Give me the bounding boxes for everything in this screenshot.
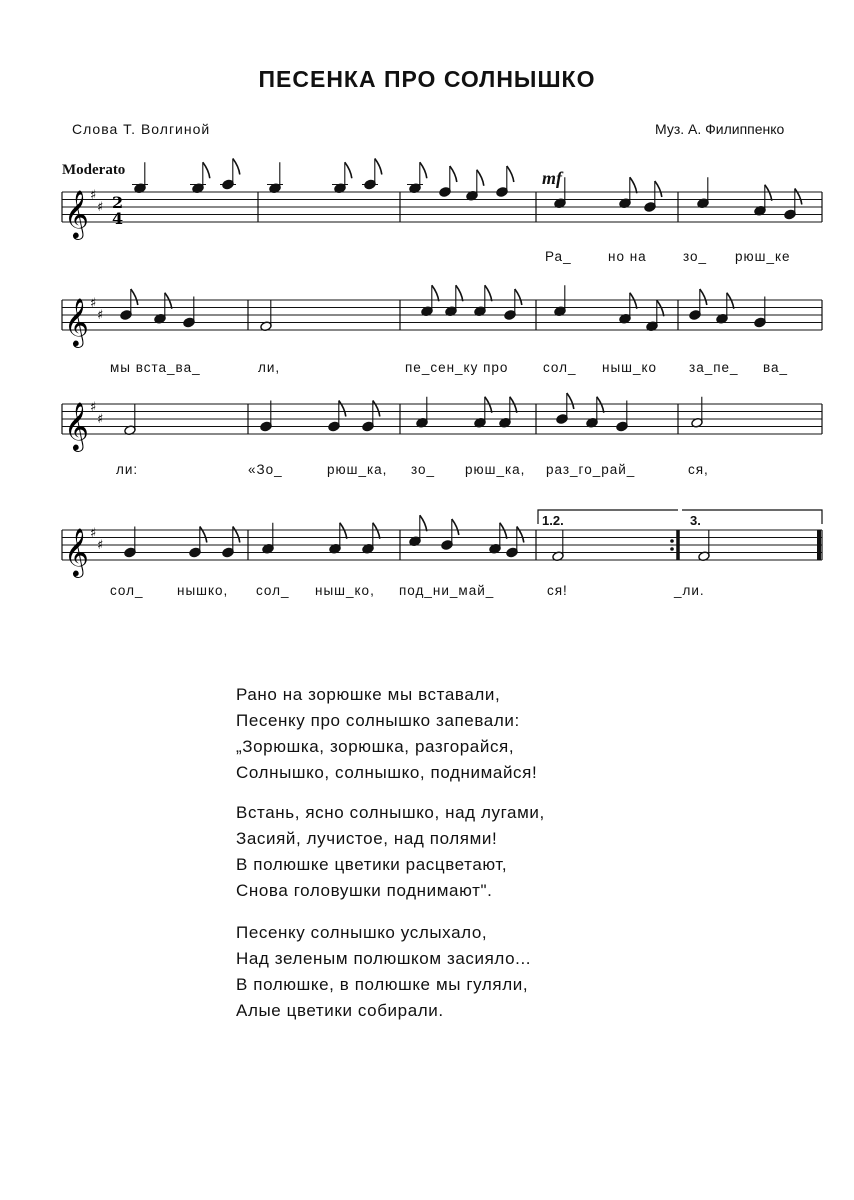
repeat-dot — [670, 547, 674, 551]
lyricist-credit: Слова Т. Волгиной — [72, 121, 211, 137]
lyric-syllable: Ра_ — [545, 249, 572, 264]
verse-line: Над зеленым полюшком засияло... — [236, 949, 532, 968]
note-flag — [795, 189, 802, 205]
note-flag — [765, 185, 772, 201]
note-flag — [700, 289, 707, 305]
note-flag — [420, 162, 427, 178]
note-flag — [630, 177, 637, 193]
note-flag — [131, 289, 138, 305]
lyric-syllable: пе_сен_ку про — [405, 360, 509, 375]
verse-line: „Зорюшка, зорюшка, разгорайся, — [236, 737, 515, 756]
note-flag — [450, 166, 457, 182]
note-flag — [375, 159, 382, 175]
note-flag — [456, 285, 463, 301]
lyric-syllable: рюш_ка, — [465, 462, 526, 477]
note-flag — [657, 300, 664, 316]
sharp-icon: ♯ — [90, 400, 97, 415]
lyric-syllable: мы вста_ва_ — [110, 360, 201, 375]
verse-line: Песенку про солнышко запевали: — [236, 711, 520, 730]
sharp-icon: ♯ — [97, 538, 104, 553]
lyric-syllable: сол_ — [256, 583, 290, 598]
song-title: ПЕСЕНКА ПРО СОЛНЫШКО — [258, 66, 596, 92]
note-flag — [420, 515, 427, 531]
note-flag — [510, 397, 517, 413]
note-flag — [200, 527, 207, 543]
lyric-syllable: ли, — [258, 360, 281, 375]
verse-3 — [236, 920, 531, 1024]
note-flag — [515, 289, 522, 305]
note-flag — [233, 159, 240, 175]
sharp-icon: ♯ — [90, 188, 97, 203]
lyric-syllable: ныш_ко, — [315, 583, 375, 598]
sharp-icon: ♯ — [97, 200, 104, 215]
lyric-syllable: ся! — [547, 583, 568, 598]
verse-line: Встань, ясно солнышко, над лугами, — [236, 803, 545, 822]
lyric-syllable: рюш_ка, — [327, 462, 388, 477]
lyric-syllable: ва_ — [763, 360, 789, 375]
lyric-syllable: но на — [608, 249, 647, 264]
composer-credit: Муз. А. Филиппенко — [655, 121, 785, 137]
lyric-syllable: сол_ — [543, 360, 577, 375]
note-flag — [485, 285, 492, 301]
verse-line: Снова головушки поднимают". — [236, 881, 493, 900]
verse-line: Рано на зорюшке мы вставали, — [236, 685, 501, 704]
volta-1-2-label: 1.2. — [542, 513, 564, 528]
note-flag — [630, 293, 637, 309]
verse-1 — [236, 682, 537, 786]
note-flag — [500, 523, 507, 539]
note-flag — [452, 519, 459, 535]
verse-line: Солнышко, солнышко, поднимайся! — [236, 763, 538, 782]
time-signature-bottom: 4 — [112, 209, 124, 228]
repeat-dot — [670, 539, 674, 543]
note-flag — [597, 397, 604, 413]
treble-clef-icon: 𝄞 — [64, 297, 89, 346]
note-flag — [203, 162, 210, 178]
dynamic-marking: mf — [542, 168, 562, 188]
note-flag — [477, 170, 484, 186]
sharp-icon: ♯ — [90, 296, 97, 311]
verse-line: Алые цветики собирали. — [236, 1001, 444, 1020]
lyric-syllable: нышко, — [177, 583, 229, 598]
note-flag — [373, 401, 380, 417]
time-signature-top: 2 — [112, 193, 124, 212]
treble-clef-icon: 𝄞 — [64, 189, 89, 238]
lyric-syllable: за_пе_ — [689, 360, 739, 375]
sharp-icon: ♯ — [97, 412, 104, 427]
lyric-syllable: зо_ — [683, 249, 708, 264]
lyric-syllable: рюш_ке — [735, 249, 791, 264]
verse-line: Засияй, лучистое, над полями! — [236, 829, 498, 848]
lyric-syllable: зо_ — [411, 462, 436, 477]
lyric-syllable: сол_ — [110, 583, 144, 598]
lyric-syllable: ли: — [116, 462, 139, 477]
lyric-syllable: под_ни_май_ — [399, 583, 495, 598]
note-flag — [727, 293, 734, 309]
lyric-syllable: «Зо_ — [248, 462, 283, 477]
sharp-icon: ♯ — [97, 308, 104, 323]
note-flag — [485, 397, 492, 413]
lyric-syllable: ныш_ко — [602, 360, 658, 375]
note-flag — [165, 293, 172, 309]
treble-clef-icon: 𝄞 — [64, 401, 89, 450]
verse-2 — [236, 800, 545, 904]
tempo-marking: Moderato — [62, 162, 126, 178]
lyric-syllable: ся, — [688, 462, 709, 477]
treble-clef-icon: 𝄞 — [64, 527, 89, 576]
note-flag — [507, 166, 514, 182]
note-flag — [432, 285, 439, 301]
sharp-icon: ♯ — [90, 526, 97, 541]
note-flag — [340, 523, 347, 539]
note-flag — [373, 523, 380, 539]
verse-line: В полюшке цветики расцветают, — [236, 855, 508, 874]
verse-line: В полюшке, в полюшке мы гуляли, — [236, 975, 529, 994]
note-flag — [339, 401, 346, 417]
volta-3-label: 3. — [690, 513, 701, 528]
volta-bracket — [682, 510, 822, 524]
note-flag — [655, 181, 662, 197]
note-flag — [233, 527, 240, 543]
lyric-syllable: _ли. — [674, 583, 705, 598]
lyric-syllable: раз_го_рай_ — [546, 462, 636, 477]
note-flag — [567, 393, 574, 409]
note-flag — [517, 527, 524, 543]
verse-line: Песенку солнышко услыхало, — [236, 923, 488, 942]
note-flag — [345, 162, 352, 178]
